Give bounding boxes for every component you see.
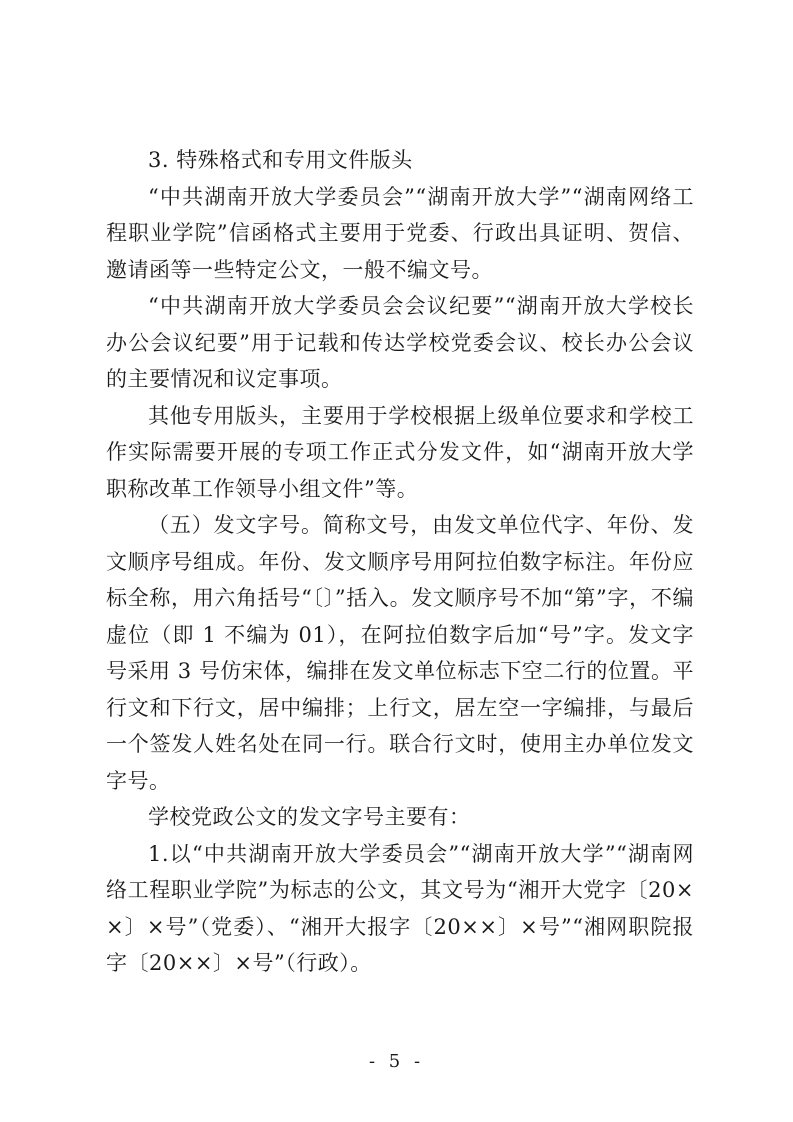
section-heading: 3. 特殊格式和专用文件版头 — [148, 148, 413, 172]
paragraph-document-number: （五）发文字号。简称文号，由发文单位代字、年份、发文顺序号组成。年份、发文顺序号用阿拉伯数字标注。年份应标全称，用六角括号“〔〕”括入。发文顺序号不加“第”字，不编虚位（即 1 不编为 01），在阿拉伯数字后加“号”字。发文字号采用 3 号仿宋体，编排在发文单位标志下空二行的位置。平行文和下行文，居中编排；上行文，居左空一字编排，与最后一个签发人姓名处在同一行。联合行文时，使用主办单位发文字号。 — [106, 513, 694, 793]
paragraph-numbered-item-1: 1.以“中共湖南开放大学委员会”“湖南开放大学”“湖南网络工程职业学院”为标志的公文，其文号为“湘开大党字〔20××〕×号”（党委）、“湘开大报字〔20××〕×号”“湘网职院报字〔20××〕×号”（行政）。 — [106, 841, 694, 975]
paragraph-main-numbers-intro: 学校党政公文的发文字号主要有： — [148, 805, 471, 829]
paragraph-special-header: 其他专用版头，主要用于学校根据上级单位要求和学校工作实际需要开展的专项工作正式分发文件，如“湖南开放大学职称改革工作领导小组文件”等。 — [106, 403, 694, 501]
page-number: - 5 - — [368, 1051, 425, 1072]
document-body — [106, 142, 694, 982]
paragraph-letter-format: “中共湖南开放大学委员会”“湖南开放大学”“湖南网络工程职业学院”信函格式主要用于党委、行政出具证明、贺信、邀请函等一些特定公文，一般不编文号。 — [106, 184, 694, 282]
paragraph-meeting-minutes: “中共湖南开放大学委员会会议纪要”“湖南开放大学校长办公会议纪要”用于记载和传达学校党委会议、校长办公会议的主要情况和议定事项。 — [106, 294, 694, 391]
